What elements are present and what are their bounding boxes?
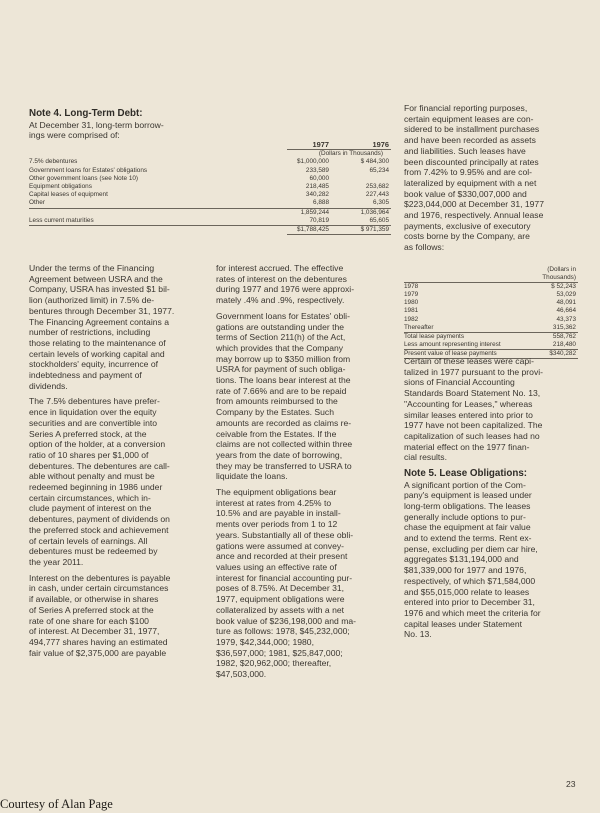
year-1976: 1976 — [372, 140, 389, 149]
table-row: 1979 53,029 — [404, 291, 576, 299]
table-row: Less amount representing interest 218,480 — [404, 340, 576, 348]
table-row: Other 6,888 6,305 — [29, 199, 389, 207]
paragraph: Government loans for Estates' obli- gations are outstanding under the terms of Section 211(h) of the Act, which provides that the Company may borrow up to $350 million from USRA for payment of such obliga- tions. The loans bear interest at the rate of 7.66% and are to be repaid from amounts reimbursed to the Company by the Estates. Such amounts are recorded as claims re- ceivable from the Estates. If the claims are not collected within three years from the date of borrowing, they may be transferred to USRA to liquidate the loans. — [216, 310, 353, 482]
table-row: 1978 $ 52,243 — [404, 283, 576, 291]
table-row: Less current maturities 70,819 65,605 — [29, 216, 389, 224]
table-row: Thereafter 315,362 — [404, 323, 576, 331]
table-row: 1982 43,373 — [404, 315, 576, 323]
paragraph: A significant portion of the Com- pany's equipment is leased under long-term obligations. The leases generally include options to pur- chase the equipment at fair value and to extend the terms. Rent ex- pense, excluding per diem car hire, aggregates $131,194,000 and $81,339,000 for 1977 and 1976, respectively, of which $71,584,000 and $55,015,000 relate to leases entered into prior to December 31, 1976 and which meet the criteria for capital leases under Statement No. 13. — [404, 479, 541, 640]
table-row: Equipment obligations 218,485 253,682 — [29, 182, 389, 190]
paragraph: The equipment obligations bear interest at rates from 4.25% to 10.5% and are payable in install- ments over periods from 1 to 12 years. Substantially all of these obli- gations were assumed at convey- ance and recorded at their present values using an effective rate of interest for financial accounting pur- poses of 8.75%. At December 31, 1977, equipment obligations were collateralized by assets with a net book value of $236,198,000 and ma- ture as follows: 1978, $45,232,000; 1979, $42,344,000; 1980, $36,597,000; 1981, $25,847,000; 1982, $20,962,000; thereafter, $47,503,000. — [216, 487, 356, 680]
paragraph: The 7.5% debentures have prefer- ence in liquidation over the equity securities and are convertible into Series A preferred stock, at the option of the holder, at a conversion ratio of 10 shares per $1,000 of debentures. The debentures are call- able without penalty and must be redeemed beginning in 1986 under certain circumstances, which in- clude payment of interest on the debentures, payment of dividends on the preferred stock and achievement of certain levels of earnings. All debentures must be redeemed by the year 2011. — [29, 396, 170, 567]
paragraph: Certain of these leases were capi- talized in 1977 pursuant to the provi- sions of Financial Accounting Standards Board Statement No. 13, "Accounting for Leases," whereas similar leases entered into prior to 1977 have not been capitalized. The capitalization of such leases had no material effect on the 1977 finan- cial results. — [404, 356, 544, 463]
lease-payments-table — [404, 266, 578, 359]
paragraph: Under the terms of the Financing Agreement between USRA and the Company, USRA has invested $1 bil- lion (authorized limit) in 7.5% de- bentures through December 31, 1977. The Financing Agreement contains a number of restrictions, including those relating to the maintenance of certain levels of working capital and stockholders' equity, incurrence of indebtedness and payment of dividends. — [29, 263, 175, 391]
lease-units-line: (Dollars in — [547, 266, 576, 273]
table-row: 7.5% debentures $1,000,000 $ 484,300 — [29, 158, 389, 166]
page-number: 23 — [566, 779, 576, 789]
table-row: Capital leases of equipment 340,282 227,443 — [29, 191, 389, 199]
paragraph: Interest on the debentures is payable in cash, under certain circumstances if available, or otherwise in shares of Series A preferred stock at the rate of one share for each $100 of interest. At December 31, 1977, 494,777 shares having an estimated fair value of $2,375,000 are payable — [29, 572, 171, 658]
column-3-top-text — [404, 103, 584, 258]
table-row-subtotal: 1,859,244 1,036,964 — [300, 208, 389, 216]
units-label: (Dollars in Thousands) — [318, 150, 383, 158]
courtesy-credit: Courtesy of Alan Page — [0, 797, 113, 811]
note4-heading: Note 4. Long-Term Debt: — [29, 108, 143, 119]
year-1977: 1977 — [312, 140, 329, 149]
table-row-total: Total lease payments 558,762 — [404, 332, 576, 340]
note4-intro-line: At December 31, long-term borrow- — [29, 119, 164, 130]
table-row: Other government loans (see Note 10) 60,000 — [29, 174, 329, 182]
table-row: 1981 46,664 — [404, 307, 576, 315]
column-3-lower-text — [404, 356, 584, 645]
table-row-total: $1,788,425 $ 971,359 — [297, 225, 389, 233]
paragraph: for interest accrued. The effective rates of interest on the debentures during 1977 and 1976 were approxi- mately .4% and .9%, respectively. — [216, 263, 355, 306]
long-term-debt-table — [29, 141, 391, 235]
note4-intro-line: ings were comprised of: — [29, 130, 120, 141]
table-units — [29, 150, 391, 158]
column-1-text — [29, 263, 207, 663]
paragraph: For financial reporting purposes, certain equipment leases are con- sidered to be installment purchases and have been recorded as assets and liabilities. Such leases have been discounted principally at rates from 7.42% to 9.95% and are col- lateralized by equipment with a net book value of $330,007,000 and $223,044,000 at December 31, 1977 and 1976, respectively. Annual lease payments, exclusive of executory costs borne by the Company, are as follows: — [404, 103, 544, 253]
table-row-present-value: Present value of lease payments $340,282 — [404, 349, 578, 359]
table-year-header — [29, 141, 391, 149]
note4-header — [29, 108, 229, 141]
lease-units-line: Thousands) — [542, 274, 576, 282]
table-row: Government loans for Estates' obligations 233,589 65,234 — [29, 166, 389, 174]
column-2-text — [216, 263, 396, 685]
total-double-rule — [287, 234, 391, 235]
note5-heading: Note 5. Lease Obligations: — [404, 468, 528, 480]
table-row: 1980 48,091 — [404, 299, 576, 307]
